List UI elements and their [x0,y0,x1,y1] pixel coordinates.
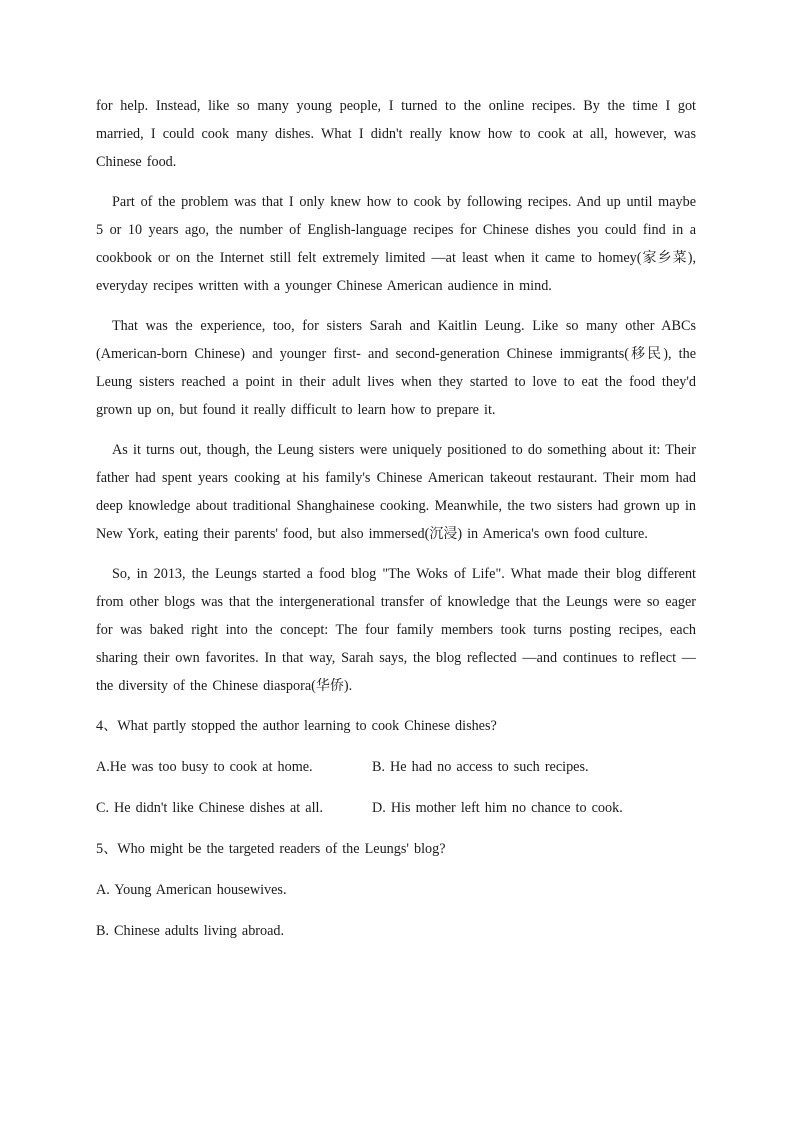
document-page [96,92,696,958]
question-4-stem: 4、What partly stopped the author learning to cook Chinese dishes? [96,718,497,734]
paragraph-2-text-b: ), everyday recipes written with a younger Chinese American audience in mind. [96,250,697,294]
paragraph-3-text-a: That was the experience, too, for sisters Sarah and Kaitlin Leung. Like so many other ABCs (American-born Chinese) and younger first- and second-generation Chinese immigrants( [96,318,696,362]
paragraph-5-text-a: So, in 2013, the Leungs started a food blog "The Woks of Life". What made their blog different from other blogs was that the intergenerational transfer of knowledge that the Leungs were so eager for was baked right into the concept: The four family members took turns posting recipes, each sharing their own favorites. In that way, Sarah says, the blog reflected —and continues to reflect —the diversity of the Chinese diaspora( [96,566,696,694]
question-4-option-c: C. He didn't like Chinese dishes at all. [96,800,324,816]
paragraph-3-chinese-gloss: 移民 [629,346,664,362]
question-5-option-b: B. Chinese adults living abroad. [96,923,285,939]
paragraph-2-chinese-gloss: 家乡菜 [641,250,688,266]
paragraph-3 [96,312,696,424]
paragraph-4-chinese-gloss: 沉浸 [429,526,458,542]
paragraph-4 [96,436,696,548]
question-4-option-a: A.He was too busy to cook at home. [96,759,313,775]
paragraph-1-text: for help. Instead, like so many young people, I turned to the online recipes. By the time I got married, I could cook many dishes. What I didn't really know how to cook at all, however, was Chinese food. [96,98,696,170]
question-5-stem: 5、Who might be the targeted readers of the Leungs' blog? [96,841,446,857]
paragraph-4-text-b: ) in America's own food culture. [457,526,648,542]
paragraph-3-text-b: ), the Leung sisters reached a point in their adult lives when they started to love to eat the food they'd grown up on, but found it really difficult to learn how to prepare it. [96,346,697,418]
question-4-option-d: D. His mother left him no chance to cook. [372,800,623,816]
paragraph-2-text-a: Part of the problem was that I only knew how to cook by following recipes. And up until maybe 5 or 10 years ago, the number of English-language recipes for Chinese dishes you could find in a cookbook or on the Internet still felt extremely limited —at least when it came to homey( [96,194,696,266]
question-4-options-row-2 [96,794,696,822]
question-5-option-a: A. Young American housewives. [96,882,287,898]
paragraph-1 [96,92,696,176]
question-4-options-row-1 [96,753,696,781]
paragraph-2 [96,188,696,300]
paragraph-5-chinese-gloss: 华侨 [315,678,344,694]
paragraph-5 [96,560,696,700]
question-4-option-b: B. He had no access to such recipes. [372,759,589,775]
paragraph-4-text-a: As it turns out, though, the Leung sisters were uniquely positioned to do something about it: Their father had spent years cooking at his family's Chinese American takeout restaurant. Their mom had deep knowledge about traditional Shanghainese cooking. Meanwhile, the two sisters had grown up in New York, eating their parents' food, but also immersed( [96,442,696,542]
paragraph-5-text-b: ). [343,678,353,694]
